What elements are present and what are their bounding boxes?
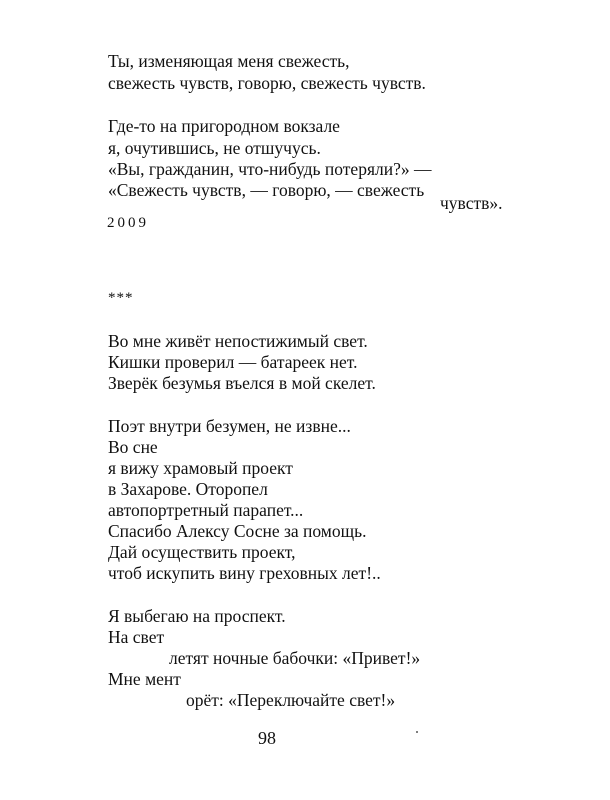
poem-line: я вижу храмовый проект bbox=[108, 458, 293, 478]
poem-line-indented: чувств». bbox=[440, 193, 503, 213]
poem-line: Дай осуществить проект, bbox=[108, 542, 296, 562]
poem-line: я, очутившись, не отшучусь. bbox=[108, 138, 321, 158]
poem-line: свежесть чувств, говорю, свежесть чувств. bbox=[108, 73, 426, 93]
section-separator: *** bbox=[108, 290, 134, 306]
poem-line: На свет bbox=[108, 627, 165, 647]
poem-line: Где-то на пригородном вокзале bbox=[108, 116, 340, 136]
poem-line: Ты, изменяющая меня свежесть, bbox=[108, 51, 350, 71]
poem-year: 2009 bbox=[107, 215, 149, 231]
print-speck bbox=[416, 731, 418, 733]
poem-line-indented: летят ночные бабочки: «Привет!» bbox=[169, 648, 421, 668]
poem-line: Во мне живёт непостижимый свет. bbox=[108, 331, 368, 351]
page-number: 98 bbox=[258, 728, 276, 748]
poem-line: Спасибо Алексу Сосне за помощь. bbox=[108, 521, 367, 541]
poem-line: Мне мент bbox=[108, 669, 181, 689]
poem-line: Во сне bbox=[108, 437, 158, 457]
poem-line: «Вы, гражданин, что-нибудь потеряли?» — bbox=[108, 159, 432, 179]
poem-line: «Свежесть чувств, — говорю, — свежесть bbox=[108, 180, 425, 200]
poem-line-indented: орёт: «Переключайте свет!» bbox=[186, 690, 396, 710]
poem-line: в Захарове. Оторопел bbox=[108, 479, 268, 499]
poem-line: Поэт внутри безумен, не извне... bbox=[108, 416, 351, 436]
poem-line: автопортретный парапет... bbox=[108, 500, 304, 520]
poem-line: Кишки проверил — батареек нет. bbox=[108, 352, 358, 372]
poem-line: Зверёк безумья въелся в мой скелет. bbox=[108, 373, 376, 393]
poem-line: чтоб искупить вину греховных лет!.. bbox=[108, 563, 381, 583]
poem-line: Я выбегаю на проспект. bbox=[108, 606, 286, 626]
